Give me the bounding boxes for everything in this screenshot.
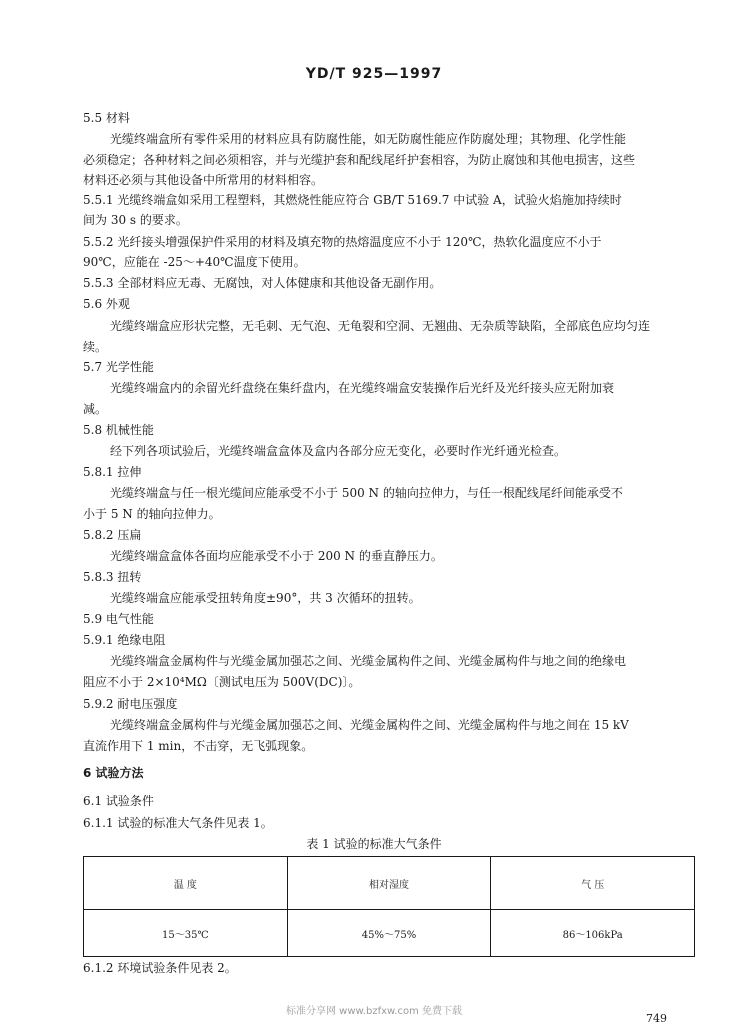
paragraph-line: 材料还必须与其他设备中所常用的材料相容。 [83, 173, 324, 187]
clause-5-5-3: 5.5.3 全部材料应无毒、无腐蚀，对人体健康和其他设备无副作用。 [83, 276, 442, 290]
clause-5-9-1: 5.9.1 绝缘电阻 [83, 633, 166, 647]
table-header-row [84, 857, 695, 910]
paragraph-line: 光缆终端盒金属构件与光缆金属加强芯之间、光缆金属构件之间、光缆金属构件与地之间的绝缘电 [110, 654, 627, 668]
paragraph-line: 光缆终端盒内的余留光纤盘绕在集纤盘内，在光缆终端盒安装操作后光纤及光纤接头应无附加衰 [110, 381, 615, 395]
paragraph-line: 90℃，应能在 -25～+40℃温度下使用。 [83, 255, 306, 269]
clause-6-1-1: 6.1.1 试验的标准大气条件见表 1。 [83, 816, 273, 830]
paragraph-line: 间为 30 s 的要求。 [83, 213, 188, 227]
paragraph-line: 直流作用下 1 min，不击穿，无飞弧现象。 [83, 739, 314, 753]
column-header: 相对湿度 [287, 857, 491, 910]
section-heading-5-8: 5.8 机械性能 [83, 423, 154, 437]
clause-5-5-1: 5.5.1 光缆终端盒如采用工程塑料，其燃烧性能应符合 GB/T 5169.7 中试验 A，试验火焰施加持续时 [83, 193, 622, 207]
column-header: 温 度 [84, 857, 288, 910]
clause-5-8-3: 5.8.3 扭转 [83, 570, 142, 584]
paragraph-line: 必须稳定；各种材料之间必须相容，并与光缆护套和配线尾纤护套相容，为防止腐蚀和其他电损害，这些 [83, 153, 636, 167]
paragraph-line: 小于 5 N 的轴向拉伸力。 [83, 507, 221, 521]
clause-5-8-2: 5.8.2 压扁 [83, 528, 142, 542]
clause-5-8-1: 5.8.1 拉伸 [83, 465, 142, 479]
paragraph-line: 光缆终端盒与任一根光缆间应能承受不小于 500 N 的轴向拉伸力，与任一根配线尾纤间能承受不 [110, 486, 623, 500]
standard-atmosphere-table [83, 856, 695, 957]
table-cell: 86～106kPa [491, 910, 695, 957]
paragraph-line: 光缆终端盒金属构件与光缆金属加强芯之间、光缆金属构件之间、光缆金属构件与地之间在 15 kV [110, 718, 629, 732]
standard-code-header: YD/T 925—1997 [305, 66, 443, 82]
column-header: 气 压 [491, 857, 695, 910]
page-number: 749 [646, 1012, 667, 1025]
section-heading-5-5: 5.5 材料 [83, 111, 130, 125]
clause-5-5-2: 5.5.2 光纤接头增强保护件采用的材料及填充物的热熔温度应不小于 120℃，热软化温度应不小于 [83, 235, 602, 249]
table-cell: 15～35℃ [84, 910, 288, 957]
paragraph-line: 光缆终端盒所有零件采用的材料应具有防腐性能，如无防腐性能应作防腐处理；其物理、化学性能 [110, 132, 627, 146]
table-cell: 45%～75% [287, 910, 491, 957]
section-heading-5-9: 5.9 电气性能 [83, 612, 154, 626]
paragraph-line: 光缆终端盒应能承受扭转角度±90°，共 3 次循环的扭转。 [110, 591, 421, 605]
paragraph-line: 经下列各项试验后，光缆终端盒盒体及盒内各部分应无变化，必要时作光纤通光检查。 [110, 444, 567, 458]
paragraph-line: 减。 [83, 402, 108, 416]
paragraph-line: 续。 [83, 340, 108, 354]
chapter-heading-6: 6 试验方法 [83, 766, 144, 780]
clause-6-1-2: 6.1.2 环境试验条件见表 2。 [83, 961, 237, 975]
watermark-text: 标准分享网 www.bzfxw.com 免费下载 [286, 1006, 462, 1017]
table-caption: 表 1 试验的标准大气条件 [306, 837, 442, 851]
section-heading-6-1: 6.1 试验条件 [83, 794, 154, 808]
table-row [84, 910, 695, 957]
clause-5-9-2: 5.9.2 耐电压强度 [83, 697, 178, 711]
paragraph-line: 光缆终端盒应形状完整，无毛刺、无气泡、无龟裂和空洞、无翘曲、无杂质等缺陷，全部底色应均匀连 [110, 319, 651, 333]
paragraph-line: 阻应不小于 2×10⁴MΩ〔测试电压为 500V(DC)〕。 [83, 675, 361, 689]
paragraph-line: 光缆终端盒盒体各面均应能承受不小于 200 N 的垂直静压力。 [110, 549, 443, 563]
section-heading-5-6: 5.6 外观 [83, 297, 130, 311]
section-heading-5-7: 5.7 光学性能 [83, 360, 154, 374]
